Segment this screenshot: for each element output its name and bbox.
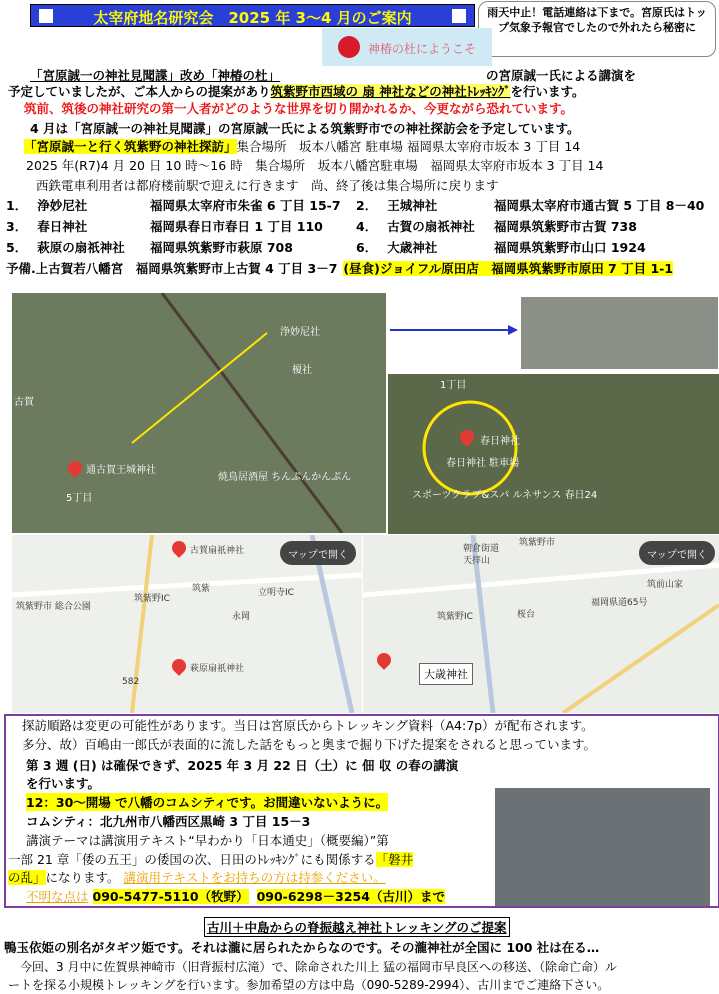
info-open-time: 12：30～開場 で八幡のコムシティです。お間違いないように。 bbox=[26, 795, 389, 810]
contact-line bbox=[26, 887, 445, 905]
footer-line-3: ートを探る小規模トレッキングを行います。参加希望の方は中島（090-5289-2994）、古川までご連絡下さい。 bbox=[8, 978, 610, 992]
map-label: 1丁目 bbox=[440, 380, 467, 391]
map-label: 筑紫野市 bbox=[519, 538, 556, 548]
map-label: 春日神社 駐車場 bbox=[446, 458, 520, 469]
iwai-highlight: 「磐井 bbox=[375, 852, 414, 867]
info-line-3: 第 3 週 (日) は確保できず、2025 年 3 月 22 日（土）に 佃 収 の春の講演 bbox=[26, 758, 459, 773]
iwai-highlight-2: の乱」 bbox=[8, 870, 46, 885]
open-in-maps-button[interactable]: マップで開く bbox=[639, 541, 715, 565]
info-line-8a: 一部 21 章「倭の五王」の倭国の次、日田のﾄﾚｯｷﾝｸﾞにも関係する bbox=[8, 852, 376, 867]
satellite-map-2 bbox=[388, 374, 719, 534]
banner-text: 神椿の杜にようこそ bbox=[368, 42, 477, 56]
shrine-no: 1． bbox=[6, 198, 28, 213]
map-label: 桜台 bbox=[517, 610, 536, 620]
circle-overlay bbox=[388, 374, 719, 534]
shrine-name: 大歳神社 bbox=[387, 240, 438, 255]
shrine-addr-5: 福岡県筑紫野市萩原 708 bbox=[150, 240, 293, 255]
lunch-place: (昼食)ジョイフル原田店 福岡県筑紫野市原田 7 丁目 1-1 bbox=[343, 261, 674, 276]
map-label: 筑前山家 bbox=[647, 580, 684, 590]
map-label: 5丁目 bbox=[66, 493, 93, 504]
contact-label: 不明な点は bbox=[26, 889, 89, 904]
shrine-item-3 bbox=[6, 217, 87, 235]
road-map-1[interactable] bbox=[12, 535, 362, 713]
intro-line-2c: を行います。 bbox=[510, 84, 585, 99]
map-label: 浄妙尼社 bbox=[280, 327, 320, 338]
shrine-addr-2: 福岡県太宰府市通古賀 5 丁目 8－40 bbox=[494, 198, 705, 213]
trekking-highlight: 筑紫野市西域の 扇 神社などの神社ﾄﾚｯｷﾝｸﾞ bbox=[270, 84, 511, 99]
info-line-9b: になります。 bbox=[45, 870, 120, 885]
shrine-addr-4: 福岡県筑紫野市古賀 738 bbox=[494, 219, 637, 234]
info-line-7: 講演テーマは講演用テキスト“早わかり「日本通史」（概要編）”第 bbox=[26, 833, 389, 848]
info-line-9 bbox=[8, 868, 386, 886]
shrine-item-1 bbox=[6, 196, 87, 214]
rain-note: 雨天中止！電話連絡は下まで。宮原氏はトップ気象予報官でしたので外れたら秘密に bbox=[478, 1, 716, 57]
map-label: スポーツクラブ&スパ ルネサンス 春日24 bbox=[412, 490, 598, 501]
shrine-no: 4． bbox=[356, 219, 378, 234]
shrine-no: 3． bbox=[6, 219, 28, 234]
map-label: 焼鳥居酒屋 ちんぷんかんぷん bbox=[218, 472, 352, 483]
shrine-no: 2． bbox=[356, 198, 378, 213]
map-label: 天拝山 bbox=[463, 556, 491, 566]
shrine-photo bbox=[521, 297, 718, 369]
footer-heading: 古川＋中島からの脊振越え神社トレッキングのご提案 bbox=[204, 917, 510, 937]
info-line-2: 多分、故）百嶋由一郎氏が表面的に流した話をもっと奥まで掘り下げた提案をされると思っています。 bbox=[22, 737, 597, 752]
map-label: 朝倉街道 bbox=[463, 544, 500, 554]
intro-line-7: 西鉄電車利用者は都府楼前駅で迎えに行きます 尚、終了後は集合場所に戻ります bbox=[36, 178, 499, 193]
map-label: 筑紫野市 総合公園 bbox=[16, 602, 91, 612]
map-label: 永岡 bbox=[232, 612, 251, 622]
intro-line-2 bbox=[8, 82, 585, 100]
map-label: 筑紫野IC bbox=[437, 612, 473, 622]
map-label: 582 bbox=[122, 677, 140, 687]
map-label: 通古賀王城神社 bbox=[86, 465, 156, 476]
contact-makino: 090-5477-5110（牧野） bbox=[92, 889, 249, 904]
shrine-no: 6． bbox=[356, 240, 378, 255]
info-venue: コムシティ：北九州市八幡西区黒崎 3 丁目 15－3 bbox=[26, 814, 311, 829]
map-label: 萩原扇祇神社 bbox=[190, 664, 245, 674]
intro-line-5 bbox=[24, 137, 580, 155]
map-label: 古賀扇祇神社 bbox=[190, 546, 245, 556]
shrine-addr-1: 福岡県太宰府市朱雀 6 丁目 15-7 bbox=[150, 198, 341, 213]
shrine-name: 萩原の扇祇神社 bbox=[37, 240, 125, 255]
map-label: 古賀 bbox=[14, 397, 34, 408]
intro-line-1-tail: の宮原誠一氏による講演を bbox=[486, 68, 637, 83]
extra-line bbox=[6, 259, 673, 277]
shrine-name: 浄妙尼社 bbox=[37, 198, 88, 213]
tour-title: 「宮原誠一と行く筑紫野の神社探訪」 bbox=[24, 139, 237, 154]
title-square-right bbox=[452, 9, 466, 23]
shrine-name: 春日神社 bbox=[37, 219, 88, 234]
info-line-4: を行います。 bbox=[26, 776, 101, 791]
shrine-no: 5． bbox=[6, 240, 28, 255]
map-label: 榎社 bbox=[292, 365, 312, 376]
open-in-maps-button[interactable]: マップで開く bbox=[280, 541, 356, 565]
info-line-1: 探訪順路は変更の可能性があります。当日は宮原氏からトレッキング資料（A4:7p）が配布されます。 bbox=[22, 718, 594, 733]
map-label: 福岡県道65号 bbox=[591, 598, 648, 608]
contact-furukawa: 090-6298－3254（古川）まで bbox=[256, 889, 445, 904]
shrine-addr-3: 福岡県春日市春日 1 丁目 110 bbox=[150, 219, 323, 234]
shrine-name: 王城神社 bbox=[387, 198, 438, 213]
camellia-icon bbox=[338, 36, 360, 58]
map-label: 立明寺IC bbox=[258, 588, 294, 598]
info-line-8 bbox=[8, 850, 413, 868]
shrine-name: 古賀の扇祇神社 bbox=[387, 219, 475, 234]
arrow-icon bbox=[390, 322, 520, 338]
lecture-title-old-new: 「宮原誠一の神社見聞諜」改め「神椿の杜」 bbox=[30, 68, 281, 83]
banner-image bbox=[322, 28, 492, 66]
shrine-item-2 bbox=[356, 196, 437, 214]
map-label-callout: 大歳神社 bbox=[419, 663, 473, 685]
shrine-item-5 bbox=[6, 238, 125, 256]
shrine-item-6 bbox=[356, 238, 437, 256]
page-title: 太宰府地名研究会 2025 年 3～4 月のご案内 bbox=[93, 9, 412, 27]
intro-line-4: 4 月は「宮原誠一の神社見聞諜」の宮原誠一氏による筑紫野市での神社探訪会を予定しています。 bbox=[30, 121, 580, 136]
map-label: 筑紫 bbox=[192, 584, 211, 594]
shrine-item-4 bbox=[356, 217, 475, 235]
title-bar bbox=[30, 4, 475, 27]
intro-line-6: 2025 年(R7)4 月 20 日 10 時～16 時 集合場所 坂本八幡宮駐車場 福岡県太宰府市坂本 3 丁目 14 bbox=[26, 158, 604, 173]
satellite-map-1 bbox=[12, 293, 386, 533]
intro-line-3: 筑前、筑後の神社研究の第一人者がどのような世界を切り開かれるか、今更ながら恐れています。 bbox=[24, 101, 574, 116]
meeting-place: 集合場所 坂本八幡宮 駐車場 福岡県太宰府市坂本 3 丁目 14 bbox=[236, 139, 581, 154]
lecturer-photo bbox=[495, 788, 710, 906]
footer-line-2: 今回、3 月中に佐賀県神崎市（旧背振村広滝）で、除命された川上 猛の福岡市早良区への移送、（除命亡命）ル bbox=[20, 960, 618, 974]
map-label: 春日神社 bbox=[480, 436, 520, 447]
intro-line-2a: 予定していましたが、ご本人からの提案があり bbox=[8, 84, 271, 99]
shrine-addr-6: 福岡県筑紫野市山口 1924 bbox=[494, 240, 646, 255]
map-label: 筑紫野IC bbox=[134, 594, 170, 604]
reserve-shrine: 予備.上古賀若八幡宮 福岡県筑紫野市上古賀 4 丁目 3－7 bbox=[6, 261, 338, 276]
bring-text-note: 講演用テキストをお持ちの方は持参ください。 bbox=[123, 870, 386, 885]
road-map-2[interactable] bbox=[363, 535, 719, 713]
footer-line-1: 鴨玉依姫の別名がタギツ姫です。それは瀧に居られたからなのです。その瀧神社が全国に 100 社は在る… bbox=[4, 940, 600, 955]
